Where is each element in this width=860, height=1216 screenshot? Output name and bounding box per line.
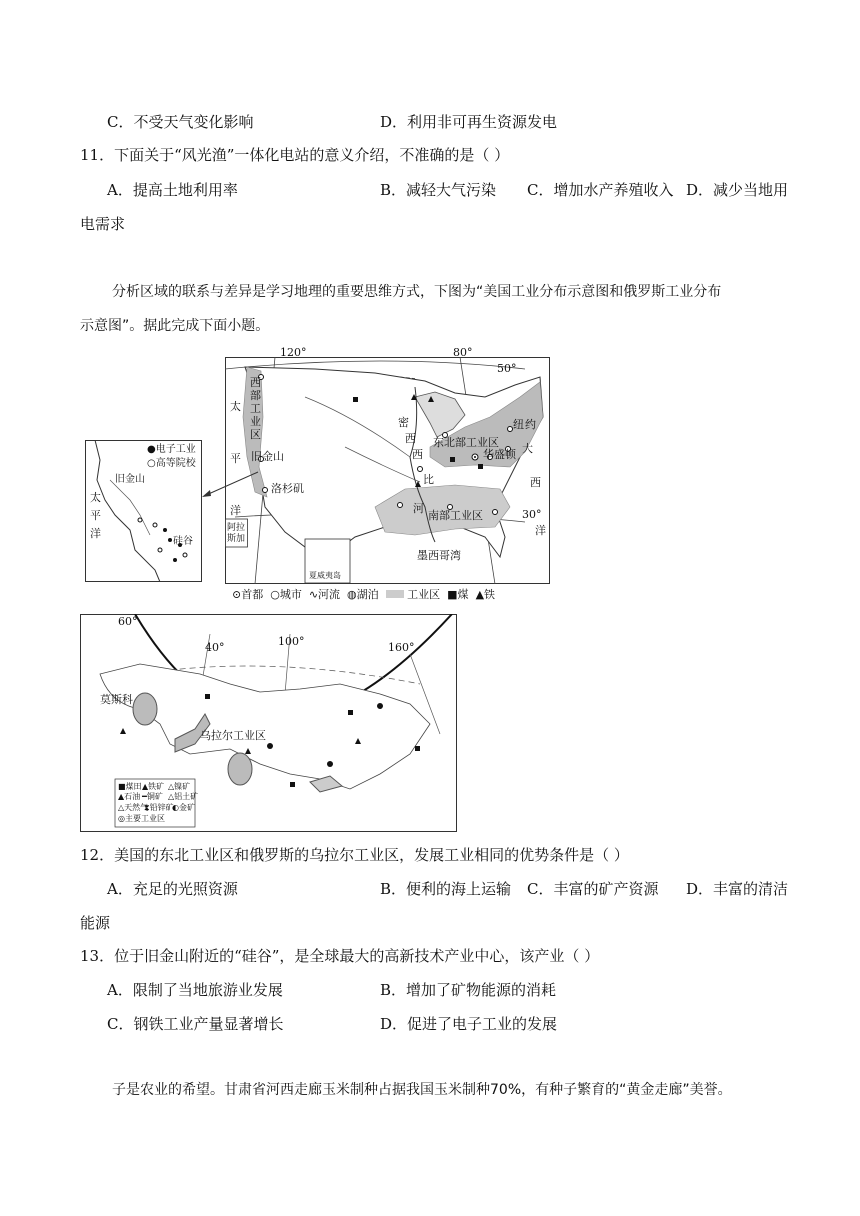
inset-pacific-label: 洋 — [90, 527, 101, 540]
mississippi-label: 西 — [412, 448, 423, 461]
pacific-label: 太 — [230, 400, 241, 413]
lon-80: 80° — [453, 346, 473, 359]
ru-legend-item: ▲石油 — [118, 792, 141, 801]
next-passage-text: 子是农业的希望。甘肃省河西走廊玉米制种占据我国玉米制种70%，有种子繁育的“黄金走廊”美誉。 — [112, 1082, 732, 1098]
q13-option-b: B．增加了矿物能源的消耗 — [380, 981, 557, 999]
west-region-label: 西 — [250, 376, 261, 389]
inset-legend-university: ○高等院校 — [147, 458, 196, 469]
inset-pacific-label: 平 — [90, 509, 101, 522]
q10-option-d: D．利用非可再生资源发电 — [380, 113, 558, 131]
ne-region-label: 东北部工业区 — [433, 436, 499, 449]
mississippi-label: 西 — [405, 432, 416, 445]
ru-lon-160: 160° — [388, 641, 415, 654]
inset-pointer-arrow — [200, 470, 260, 500]
ru-legend-item: ◎主要工业区 — [118, 814, 165, 823]
ny-label: 纽 — [513, 418, 524, 431]
ru-legend-item: △铝土矿 — [168, 792, 199, 801]
hawaii-label: 夏威夷岛 — [309, 571, 341, 580]
moscow-label: 莫斯科 — [100, 693, 133, 706]
atlantic-label: 洋 — [535, 524, 546, 537]
q13-option-c: C．钢铁工业产量显著增长 — [107, 1015, 284, 1033]
legend-iron: ▲铁 — [475, 588, 496, 601]
q12-option-b: B．便利的海上运输 — [380, 880, 512, 898]
q13-option-d: D．促进了电子工业的发展 — [380, 1015, 558, 1033]
lon-120: 120° — [280, 346, 307, 359]
q12-option-d-cont: 能源 — [80, 914, 111, 932]
q11-option-d-cont: 电需求 — [80, 215, 126, 233]
q11-option-c: C．增加水产养殖收入 — [527, 181, 674, 199]
silicon-valley-inset — [85, 440, 202, 582]
alaska-label: 斯加 — [227, 534, 246, 544]
ru-legend-item: ▲铁矿 — [142, 782, 165, 791]
q11-option-b: B．减轻大气污染 — [380, 181, 497, 199]
pacific-label: 平 — [230, 452, 241, 465]
russia-industry-map — [80, 614, 457, 832]
industry-swatch-icon — [386, 590, 404, 598]
ural-label: 乌拉尔工业区 — [200, 729, 266, 742]
pacific-label: 洋 — [230, 504, 241, 517]
sf-label: 旧金山 — [251, 450, 284, 463]
gulf-label: 墨西哥湾 — [417, 549, 461, 562]
q13-option-a: A．限制了当地旅游业发展 — [107, 981, 283, 999]
q11-option-d: D．减少当地用 — [686, 181, 789, 199]
ru-legend-item: ⧗铅锌矿 — [144, 803, 174, 812]
ru-legend-item: ━铜矿 — [142, 792, 163, 801]
q11-option-a: A．提高土地利用率 — [107, 181, 238, 199]
west-region-label: 业 — [250, 415, 261, 428]
south-region-label: 南部工业区 — [428, 509, 483, 522]
atlantic-label: 大 — [522, 442, 533, 455]
lat-30: 30° — [522, 508, 542, 521]
alaska-label: 阿拉 — [227, 523, 246, 533]
inset-pacific-label: 太 — [90, 491, 101, 504]
west-region-label: 部 — [250, 389, 261, 402]
q10-option-c: C．不受天气变化影响 — [107, 113, 254, 131]
legend-industry: 工业区 — [407, 588, 441, 601]
mississippi-label: 河 — [413, 502, 424, 515]
q13-stem: 13．位于旧金山附近的“硅谷”，是全球最大的高新技术产业中心，该产业（ ） — [80, 947, 600, 965]
q12-stem: 12．美国的东北工业区和俄罗斯的乌拉尔工业区，发展工业相同的优势条件是（ ） — [80, 846, 629, 864]
river-icon: ∿ — [308, 588, 319, 601]
ru-legend-item: △镍矿 — [168, 782, 191, 791]
west-region-label: 区 — [250, 428, 261, 441]
inset-sv-label: 硅谷 — [173, 536, 193, 547]
legend-lake: 湖泊 — [356, 588, 379, 601]
q12-option-a: A．充足的光照资源 — [107, 880, 238, 898]
ru-lon-100: 100° — [278, 635, 305, 648]
legend-river: 河流 — [318, 588, 341, 601]
dc-label: 华盛顿 — [483, 448, 516, 461]
q12-option-d: D．丰富的清洁 — [686, 880, 789, 898]
legend-city: ○城市 — [270, 588, 302, 601]
ru-legend-item: △天然气 — [118, 803, 149, 812]
mississippi-label: 比 — [423, 473, 434, 486]
intro-line-2: 示意图”。据此完成下面小题。 — [80, 318, 270, 334]
ru-legend-item: ■煤田 — [118, 782, 142, 791]
us-industry-map — [225, 346, 550, 584]
mississippi-label: 密 — [398, 416, 409, 429]
lake-icon: ◍ — [347, 588, 357, 601]
q12-option-c: C．丰富的矿产资源 — [527, 880, 659, 898]
west-region-label: 工 — [250, 402, 261, 415]
q11-stem: 11．下面关于“风光渔”一体化电站的意义介绍，不准确的是（ ） — [80, 146, 510, 164]
ny-label: 约 — [525, 418, 536, 431]
inset-sf-label: 旧金山 — [115, 474, 145, 485]
lat-50: 50° — [497, 362, 517, 375]
ru-lon-60: 60° — [118, 615, 138, 628]
intro-line-1: 分析区域的联系与差异是学习地理的重要思维方式，下图为“美国工业分布示意图和俄罗斯工业分布 — [112, 284, 722, 300]
legend-coal: ■煤 — [447, 588, 469, 601]
atlantic-label: 西 — [530, 476, 541, 489]
legend-capital: ⊙首都 — [232, 588, 264, 601]
la-label: 洛杉矶 — [271, 482, 304, 495]
us-map-legend — [232, 588, 495, 602]
ru-legend-item: ◐金矿 — [172, 803, 195, 812]
inset-legend-electronics: ●电子工业 — [147, 444, 196, 455]
ru-lon-40: 40° — [205, 641, 225, 654]
